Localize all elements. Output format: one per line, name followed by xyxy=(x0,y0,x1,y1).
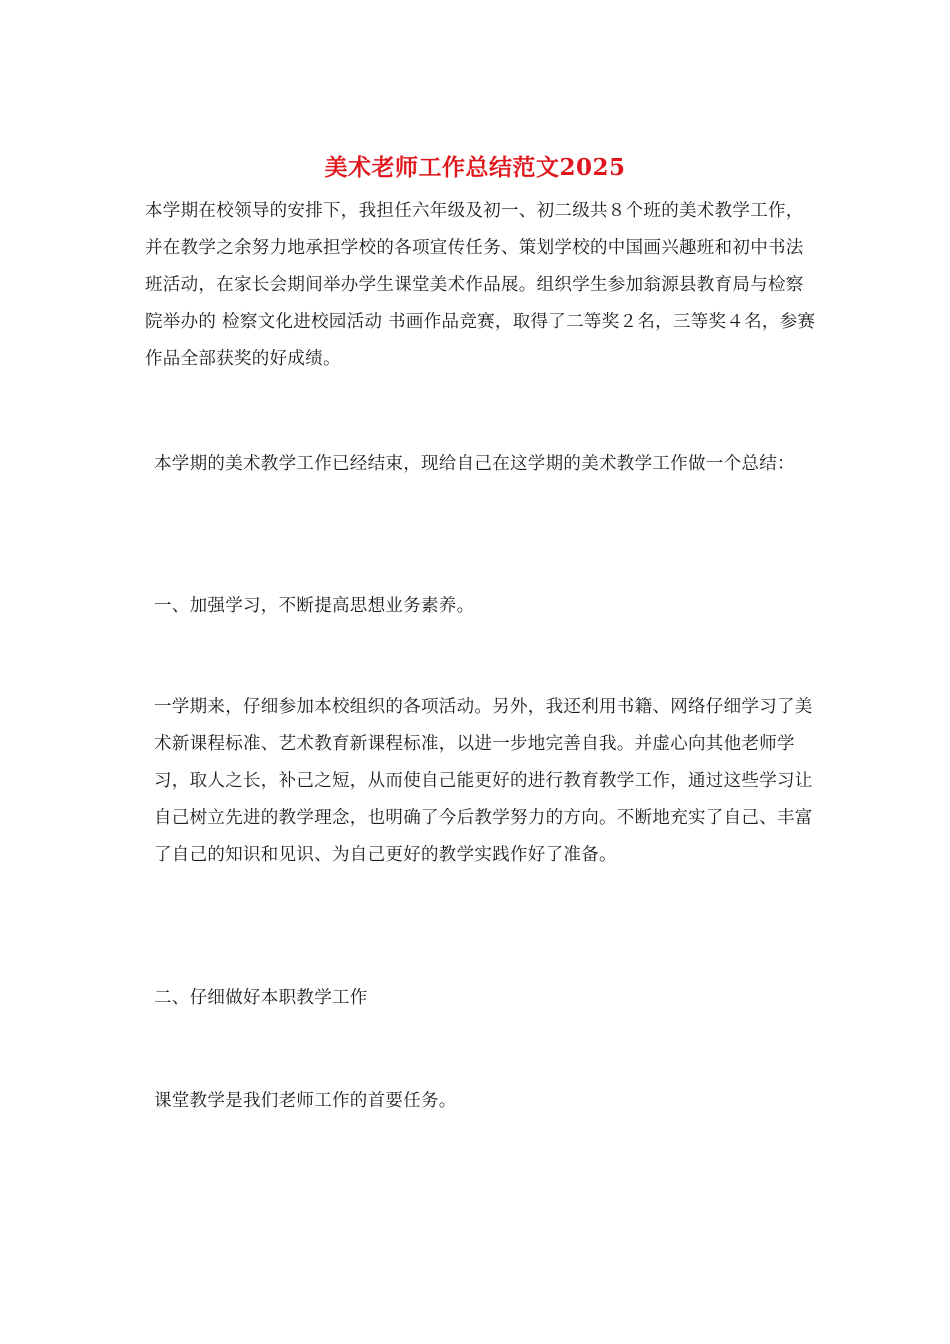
paragraph-learning: 一学期来，仔细参加本校组织的各项活动。另外，我还利用书籍、网络仔细学习了美术新课程标准、艺术教育新课程标准，以进一步地完善自我。并虚心向其他老师学习，取人之长，补己之短，从而使自己能更好的进行教育教学工作，通过这些学习让自己树立先进的教学理念，也明确了今后教学努力的方向。不断地充实了自己、丰富了自己的知识和见识、为自己更好的教学实践作好了准备。 xyxy=(154,697,813,865)
paragraph-intro: 本学期在校领导的安排下，我担任六年级及初一、初二级共８个班的美术教学工作，并在教学之余努力地承担学校的各项宣传任务、策划学校的中国画兴趣班和初中书法班活动，在家长会期间举办学生课堂美术作品展。组织学生参加翁源县教育局与检察院举办的 检察文化进校园活动 书画作品竞赛，取得了二等奖２名，三等奖４名，参赛作品全部获奖的好成绩。 xyxy=(145,201,816,369)
paragraph-classroom: 课堂教学是我们老师工作的首要任务。 xyxy=(154,1091,457,1111)
section-heading-1: 一、加强学习，不断提高思想业务素养。 xyxy=(154,596,475,616)
paragraph-summary-lead: 本学期的美术教学工作已经结束，现给自己在这学期的美术教学工作做一个总结： xyxy=(154,454,795,474)
document-title: 美术老师工作总结范文2025 xyxy=(324,154,626,181)
section-heading-2: 二、仔细做好本职教学工作 xyxy=(154,988,368,1008)
